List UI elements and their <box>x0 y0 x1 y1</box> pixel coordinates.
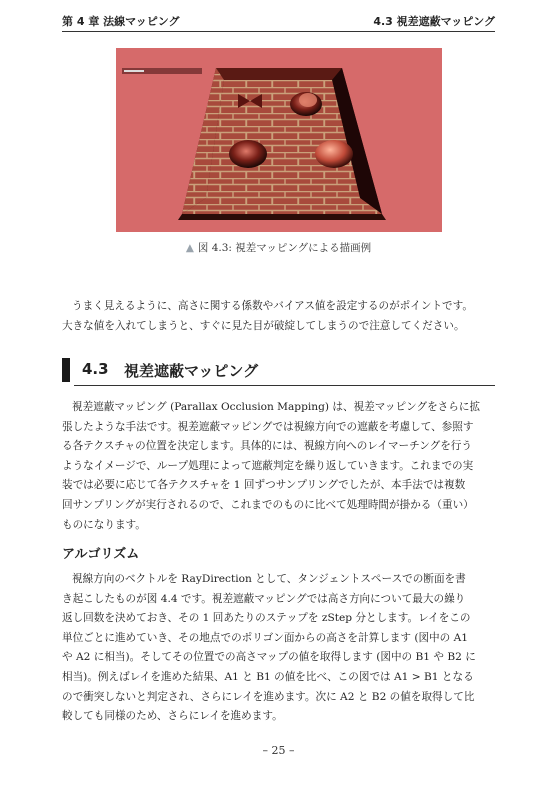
section-heading <box>62 356 495 384</box>
paragraph-line: き起こしたものが図 4.4 です。視差遮蔽マッピングでは高さ方向について最大の繰り <box>62 592 466 605</box>
paragraph-1 <box>62 297 495 336</box>
paragraph-line: 視線方向のベクトルを RayDirection として、タンジェントスペースでの断面を書 <box>72 573 466 585</box>
paragraph-2 <box>62 398 495 535</box>
paragraph-line: ので衝突しないと判定され、さらにレイを進めます。次に A2 と B2 の値を取得して比 <box>62 690 475 703</box>
figure-caption-text: 図 4.3: 視差マッピングによる描画例 <box>197 242 372 254</box>
figure-render <box>116 48 442 232</box>
paragraph-line: 大きな値を入れてしまうと、すぐに見た目が破綻してしまうので注意してください。 <box>62 319 465 332</box>
paragraph-line: 較しても同様のため、さらにレイを進めます。 <box>62 710 283 723</box>
paragraph-line: 装では必要に応じて各テクスチャを 1 回ずつサンプリングでしたが、本手法では複数 <box>62 479 466 492</box>
running-header <box>62 11 495 29</box>
triangle-icon: ▲ <box>185 242 194 254</box>
subsection-title: アルゴリズム <box>62 547 140 562</box>
paragraph-line: 回サンプリングが実行されるので、これまでのものに比べて処理時間が掛かる（重い） <box>62 498 474 511</box>
chapter-title: 第 4 章 法線マッピング <box>62 15 180 28</box>
section-running-title: 4.3 視差遮蔽マッピング <box>373 15 495 28</box>
paragraph-3 <box>62 570 495 727</box>
paragraph-line: うまく見えるように、高さに関する係数やバイアス値を設定するのがポイントです。 <box>72 300 473 312</box>
section-title: 視差遮蔽マッピング <box>124 362 259 380</box>
paragraph-line: る各テクスチャの位置を決定します。具体的には、視線方向へのレイマーチングを行う <box>62 440 472 453</box>
paragraph-line: 単位ごとに進めていき、その地点でのポリゴン面からの高さを計算します (図中の A1 <box>62 631 468 644</box>
parallax-render-image <box>116 48 442 232</box>
paragraph-line: ようなイメージで、ループ処理によって遮蔽判定を繰り返していきます。これまでの実 <box>62 459 474 472</box>
paragraph-line: 返し回数を決めておき、その 1 回あたりのステップを zStep 分とします。レイをこの <box>62 612 471 625</box>
paragraph-line: 相当)。例えばレイを進めた結果、A1 と B1 の値を比べ、この図では A1 > B1 となる <box>62 670 474 683</box>
page-number: – 25 – <box>262 744 295 757</box>
paragraph-line: 張したような手法です。視差遮蔽マッピングでは視線方向での遮蔽を考慮して、参照す <box>62 420 474 433</box>
section-bar <box>62 358 70 382</box>
section-rule <box>74 385 495 386</box>
paragraph-line: ものになります。 <box>62 518 146 531</box>
header-rule <box>62 31 495 32</box>
paragraph-line: 視差遮蔽マッピング (Parallax Occlusion Mapping) は、視差マッピングをさらに拡 <box>72 401 481 413</box>
section-number: 4.3 <box>82 360 109 378</box>
figure-caption <box>0 240 557 255</box>
paragraph-line: や A2 に相当)。そしてその位置での高さマップの値を取得します (図中の B1 や B2 に <box>62 651 476 664</box>
